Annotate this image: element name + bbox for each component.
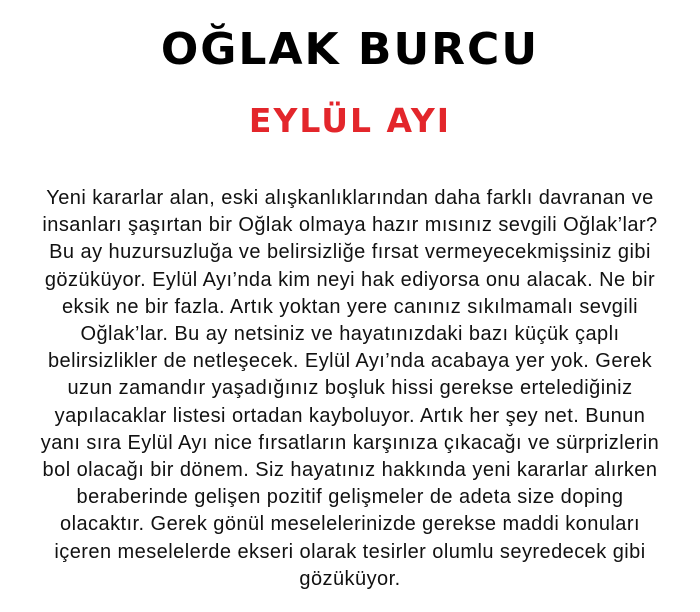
body-line: yanı sıra Eylül Ayı nice fırsatların karşınıza çıkacağı ve sürprizlerin: [40, 431, 660, 454]
body-line: Yeni kararlar alan, eski alışkanlıklarından daha farklı davranan ve: [46, 187, 654, 209]
body-line: Bu ay huzursuzluğa ve belirsizliğe fırsat vermeyecekmişsiniz gibi: [49, 241, 651, 264]
body-line: gözüküyor. Eylül Ayı’nda kim neyi hak ediyorsa onu alacak. Ne bir: [44, 268, 656, 291]
body-line: olacaktır. Gerek gönül meselelerinizde gerekse maddi konuları: [60, 513, 640, 536]
body-line: insanları şaşırtan bir Oğlak olmaya hazır mısınız sevgili Oğlak’lar?: [42, 214, 658, 237]
body-line: içeren meselelerde ekseri olarak tesirler olumlu seyredecek gibi: [54, 540, 646, 563]
body-line: uzun zamandır yaşadığınız boşluk hissi gerekse ertelediğiniz: [67, 377, 633, 400]
page-subtitle: EYLÜL AYI: [248, 101, 452, 140]
body-line: gözüküyor.: [299, 567, 401, 590]
body-line: beraberinde gelişen pozitif gelişmeler de adeta size doping: [76, 486, 624, 509]
body-line: eksik ne bir fazla. Artık yoktan yere canınız sıkılmamalı sevgili: [61, 295, 639, 318]
body-line: bol olacağı bir dönem. Siz hayatınız hakkında yeni kararlar alırken: [42, 459, 658, 482]
body-line: yapılacaklar listesi ortadan kayboluyor. Artık her şey net. Bunun: [54, 404, 646, 427]
body-line: Oğlak’lar. Bu ay netsiniz ve hayatınızdaki bazı küçük çaplı: [80, 323, 620, 346]
page-title: OĞLAK BURCU: [160, 24, 540, 75]
body-line: belirsizlikler de netleşecek. Eylül Ayı’nda acabaya yer yok. Gerek: [47, 350, 653, 373]
body-paragraph: [15, 185, 685, 593]
